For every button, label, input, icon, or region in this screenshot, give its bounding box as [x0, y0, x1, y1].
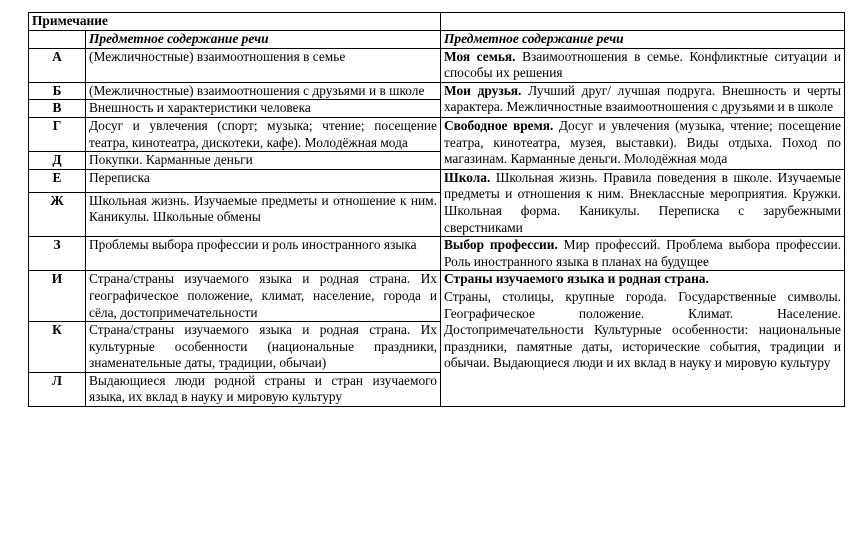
row-right-body: Мир профессий. Проблема выбора профессии. Роль иностранного языка в планах на будущее	[444, 237, 841, 269]
row-left-text: Переписка	[86, 169, 441, 192]
row-left-text: Выдающиеся люди родной страны и стран изучаемого языка, их вклад в науку и мировую культуру	[86, 372, 441, 406]
row-left-text: Страна/страны изучаемого языка и родная страна. Их географическое положение, климат, население, города и сёла, достопримечательности	[86, 271, 441, 322]
row-right-body: Страны, столицы, крупные города. Государственные символы. Географическое положение. Климат. Население. Достопримечательности Культурные особенности: национальные праздники, памятные даты, исторические события, традиции и обычаи. Выдающиеся люди и их вклад в науку и мировую культуру	[444, 288, 841, 371]
row-right-heading: Страны изучаемого языка и родная страна.	[444, 271, 709, 287]
row-right-heading: Мои друзья.	[444, 82, 522, 98]
row-left-text: Проблемы выбора профессии и роль иностранного языка	[86, 237, 441, 271]
table-row	[29, 82, 845, 100]
row-letter: К	[29, 322, 86, 373]
header-right: Предметное содержание речи	[441, 31, 845, 49]
row-letter: З	[29, 237, 86, 271]
row-right-body: Школьная жизнь. Правила поведения в школе. Изучаемые предметы и отношения к ним. Внеклассные мероприятия. Кружки. Школьная форма. Каникулы. Переписка с зарубежными сверстниками	[444, 169, 841, 235]
row-right-body: Взаимоотношения в семье. Конфликтные ситуации и способы их решения	[444, 48, 841, 81]
row-right-body: Лучший друг/ лучшая подруга. Внешность и черты характера. Межличностные взаимоотношения с друзьями и в школе	[444, 82, 842, 115]
content-table	[28, 12, 845, 407]
row-letter: Д	[29, 152, 86, 170]
row-right-text	[441, 48, 845, 82]
row-right-heading: Школа.	[444, 169, 491, 185]
title-empty-cell	[441, 13, 845, 31]
row-letter: Г	[29, 117, 86, 151]
row-letter: Е	[29, 169, 86, 192]
row-left-text: (Межличностные) взаимоотношения в семье	[86, 48, 441, 82]
row-right-text	[441, 169, 845, 236]
header-empty-cell	[29, 31, 86, 49]
row-letter: Л	[29, 372, 86, 406]
table-row	[29, 117, 845, 151]
header-left: Предметное содержание речи	[86, 31, 441, 49]
row-right-heading: Моя семья.	[444, 48, 516, 64]
row-left-text: Внешность и характеристики человека	[86, 100, 441, 118]
row-letter: А	[29, 48, 86, 82]
table-row	[29, 48, 845, 82]
row-left-text: Школьная жизнь. Изучаемые предметы и отношение к ним. Каникулы. Школьные обмены	[86, 192, 441, 236]
row-right-text	[441, 117, 845, 169]
row-right-text	[441, 271, 845, 407]
row-letter: И	[29, 271, 86, 322]
row-right-body: Досуг и увлечения (музыка, чтение; посещение театра, кинотеатра, музея, выставки). Виды отдыха. Поход по магазинам. Карманные деньги. Молодёжная мода	[444, 117, 841, 167]
table-row	[29, 271, 845, 322]
row-right-heading: Свободное время.	[444, 117, 554, 133]
row-left-text: Страна/страны изучаемого языка и родная страна. Их культурные особенности (национальные праздники, знаменательные даты, традиции, обычаи)	[86, 322, 441, 373]
row-right-text	[441, 82, 845, 117]
row-right-heading: Выбор профессии.	[444, 237, 558, 253]
row-left-text: Досуг и увлечения (спорт; музыка; чтение; посещение театра, кинотеатра, дискотеки, кафе). Молодёжная мода	[86, 117, 441, 151]
table-title: Примечание	[29, 13, 441, 31]
row-letter: В	[29, 100, 86, 118]
table-row	[29, 169, 845, 192]
row-left-text: (Межличностные) взаимоотношения с друзьями и в школе	[86, 82, 441, 100]
row-right-text	[441, 237, 845, 271]
table-row	[29, 237, 845, 271]
row-letter: Ж	[29, 192, 86, 236]
table-title-row	[29, 13, 845, 31]
table-header-row	[29, 31, 845, 49]
row-letter: Б	[29, 82, 86, 100]
row-left-text: Покупки. Карманные деньги	[86, 152, 441, 170]
